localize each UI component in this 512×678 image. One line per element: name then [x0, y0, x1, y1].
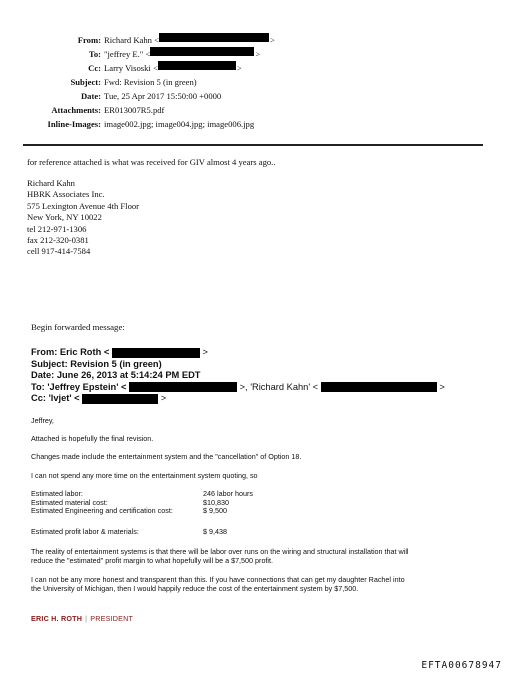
from-value: Richard Kahn < [104, 35, 159, 45]
sender-signature [31, 614, 133, 623]
attachments-value: ER013007R5.pdf [104, 105, 165, 115]
to-label: To: [88, 49, 101, 59]
signature-title: PRESIDENT [90, 614, 134, 623]
inline-images-label: Inline-Images: [47, 119, 101, 129]
date-label: Date: [80, 91, 101, 101]
cost-label: Estimated labor: [31, 489, 83, 498]
signature-line: tel 212-971-1306 [27, 223, 87, 234]
cost-value: 246 labor hours [203, 489, 253, 498]
redaction-bar [150, 47, 254, 56]
signature-separator: | [85, 614, 88, 623]
paragraph-line: the University of Michigan, then I would happily reduce the cost of the entertainment system by $7,500. [31, 584, 359, 593]
redaction-bar [82, 394, 158, 404]
redaction-bar [158, 61, 236, 70]
forwarded-subject: Subject: Revision 5 (in green) [31, 358, 162, 369]
profit-value: $ 9,438 [203, 527, 227, 536]
header-divider [23, 144, 483, 146]
bracket-close: > [439, 381, 445, 392]
forwarded-cc [31, 393, 445, 405]
cost-labels [31, 490, 173, 516]
cost-values [203, 490, 253, 516]
message-paragraph [31, 547, 409, 565]
email-body-text: for reference attached is what was received for GIV almost 4 years ago.. [27, 157, 276, 167]
date-value: Tue, 25 Apr 2017 15:50:00 +0000 [104, 91, 222, 101]
email-header [0, 33, 300, 131]
signature-line: cell 917-414-7584 [27, 246, 91, 257]
forwarded-from [31, 347, 445, 359]
forwarded-to [31, 382, 445, 394]
from-label: From: [77, 35, 101, 45]
cost-value: $10,830 [203, 497, 229, 507]
paragraph-line: The reality of entertainment systems is that there will be labor over runs on the wiring and structural installation that will [31, 547, 409, 556]
header-to [0, 47, 300, 61]
message-paragraph: Attached is hopefully the final revision. [31, 434, 154, 443]
cost-label: Estimated Engineering and certification cost: [31, 506, 173, 516]
signature-line: fax 212-320-0381 [27, 235, 89, 246]
cc-label: Cc: [88, 63, 101, 73]
cost-value: $ 9,500 [203, 506, 227, 516]
header-inline-images [0, 117, 300, 131]
bracket-close: > [202, 347, 208, 357]
redaction-bar [321, 382, 437, 392]
inline-images-value: image002.jpg; image004.jpg; image006.jpg [104, 119, 255, 129]
bracket-close: > [236, 63, 242, 73]
header-attachments [0, 103, 300, 117]
signature-line: 575 Lexington Avenue 4th Floor [27, 200, 140, 211]
header-from [0, 33, 300, 47]
forwarded-cc-text: Cc: 'lvjet' < [31, 393, 80, 403]
cc-value: Larry Visoski < [104, 63, 158, 73]
forwarded-from-text: From: Eric Roth < [31, 347, 110, 357]
forwarded-header [31, 347, 445, 405]
bracket-close: > [160, 393, 167, 403]
signature-line: HBRK Associates Inc. [27, 189, 105, 200]
signature-line: New York, NY 10022 [27, 212, 102, 223]
forwarded-to-mid: >, 'Richard Kahn' < [239, 381, 319, 392]
signature-block [27, 178, 139, 258]
cost-label: Estimated material cost: [31, 497, 108, 507]
redaction-bar [159, 33, 269, 42]
message-paragraph: Changes made include the entertainment system and the "cancellation" of Option 18. [31, 452, 302, 461]
bracket-close: > [255, 49, 261, 59]
bracket-close: > [269, 35, 275, 45]
redaction-bar [112, 348, 200, 358]
forwarded-to-start: To: 'Jeffrey Epstein' < [31, 381, 127, 392]
forwarded-date: Date: June 26, 2013 at 5:14:24 PM EDT [31, 370, 201, 380]
header-cc [0, 61, 300, 75]
forwarded-intro: Begin forwarded message: [31, 322, 125, 332]
paragraph-line: I can not be any more honest and transparent than this. If you have connections that can get my daughter Rachel into [31, 575, 405, 584]
profit-label: Estimated profit labor & materials: [31, 527, 139, 536]
signature-line: Richard Kahn [27, 178, 75, 188]
to-value: "jeffrey E." < [104, 49, 151, 59]
header-subject [0, 75, 300, 89]
message-paragraph: I can not spend any more time on the entertainment system quoting, so [31, 471, 258, 480]
document-id: EFTA00678947 [421, 660, 502, 671]
paragraph-line: reduce the "estimated" profit margin to what hopefully will be a $7,500 profit. [31, 556, 274, 565]
redaction-bar [129, 382, 237, 392]
message-paragraph [31, 575, 405, 593]
subject-value: Fwd: Revision 5 (in green) [104, 77, 197, 87]
subject-label: Subject: [70, 77, 101, 87]
message-greeting: Jeffrey, [31, 416, 54, 425]
attachments-label: Attachments: [51, 105, 101, 115]
signature-name: ERIC H. ROTH [31, 614, 83, 623]
header-date [0, 89, 300, 103]
